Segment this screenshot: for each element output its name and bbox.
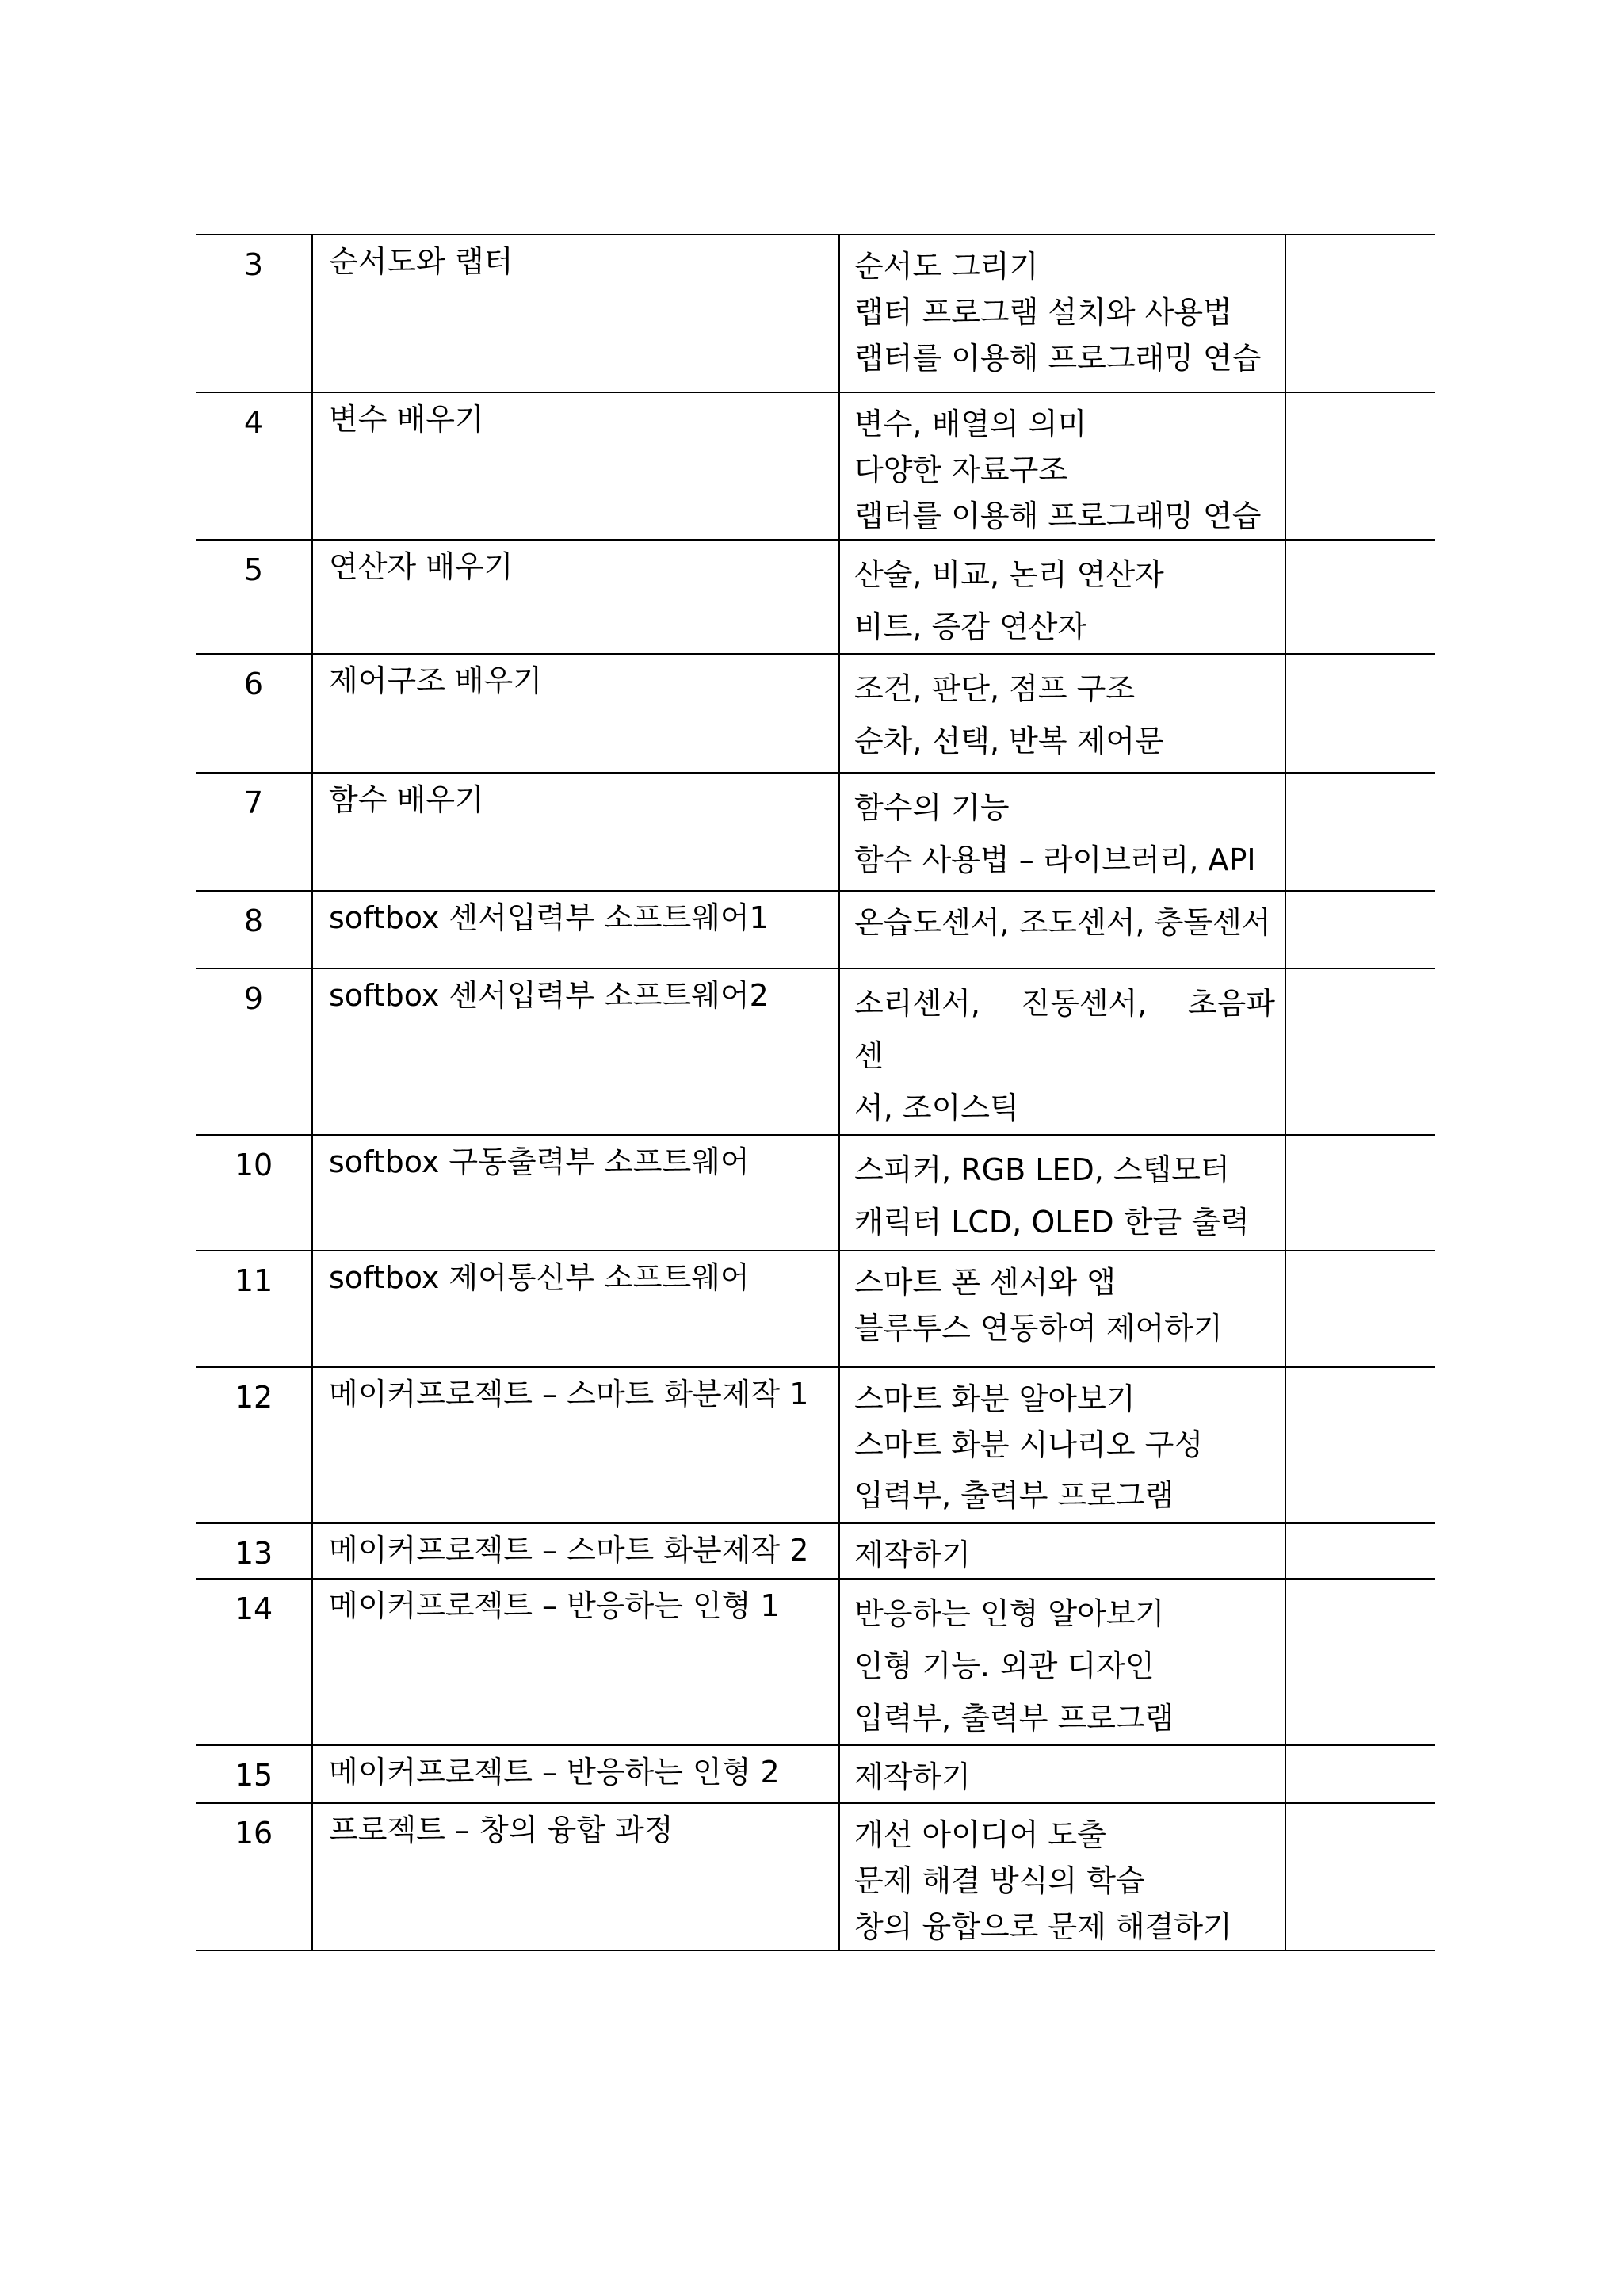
session-number: 15 xyxy=(196,1745,312,1803)
session-number: 12 xyxy=(196,1367,312,1523)
empty-cell xyxy=(1285,654,1435,773)
content-line: 문제 해결 방식의 학습 xyxy=(854,1863,1145,1898)
table-row xyxy=(196,1579,1435,1745)
content-line: 서, 조이스틱 xyxy=(854,1091,1019,1125)
content-line: 스마트 폰 센서와 앱 xyxy=(854,1265,1116,1300)
content-line: 스마트 화분 시나리오 구성 xyxy=(854,1427,1204,1462)
content-line: 비트, 증감 연산자 xyxy=(854,609,1087,644)
curriculum-table xyxy=(196,234,1435,1951)
empty-cell xyxy=(1285,1523,1435,1579)
content-line: 반응하는 인형 알아보기 xyxy=(854,1596,1165,1631)
content-line: 제작하기 xyxy=(854,1538,971,1572)
empty-cell xyxy=(1285,1745,1435,1803)
session-topic: 함수 배우기 xyxy=(312,773,839,891)
session-topic: 메이커프로젝트 – 반응하는 인형 2 xyxy=(312,1745,839,1803)
table-row xyxy=(196,968,1435,1135)
session-content xyxy=(839,1367,1285,1523)
table-row xyxy=(196,1745,1435,1803)
empty-cell xyxy=(1285,235,1435,392)
table-row xyxy=(196,1367,1435,1523)
content-line: 캐릭터 LCD, OLED 한글 출력 xyxy=(854,1205,1250,1240)
session-content xyxy=(839,891,1285,968)
content-line: 산술, 비교, 논리 연산자 xyxy=(854,557,1164,592)
content-line: 블루투스 연동하여 제어하기 xyxy=(854,1311,1223,1346)
table-row xyxy=(196,392,1435,540)
session-number: 6 xyxy=(196,654,312,773)
content-line: 인형 기능. 외관 디자인 xyxy=(854,1648,1155,1683)
session-content xyxy=(839,654,1285,773)
session-topic: 프로젝트 – 창의 융합 과정 xyxy=(312,1803,839,1950)
session-topic: softbox 제어통신부 소프트웨어 xyxy=(312,1251,839,1367)
content-line: 입력부, 출력부 프로그램 xyxy=(854,1701,1174,1736)
content-line: 조건, 판단, 점프 구조 xyxy=(854,671,1136,706)
session-topic: softbox 센서입력부 소프트웨어1 xyxy=(312,891,839,968)
empty-cell xyxy=(1285,540,1435,654)
session-topic: 연산자 배우기 xyxy=(312,540,839,654)
session-number: 5 xyxy=(196,540,312,654)
content-line: 랩터 프로그램 설치와 사용법 xyxy=(854,295,1232,330)
empty-cell xyxy=(1285,1579,1435,1745)
content-line: 창의 융합으로 문제 해결하기 xyxy=(854,1909,1232,1944)
table-row xyxy=(196,654,1435,773)
session-topic: 메이커프로젝트 – 스마트 화분제작 1 xyxy=(312,1367,839,1523)
session-content xyxy=(839,1135,1285,1251)
content-line: 랩터를 이용해 프로그래밍 연습 xyxy=(854,341,1262,376)
empty-cell xyxy=(1285,1367,1435,1523)
session-content xyxy=(839,773,1285,891)
table-row xyxy=(196,1251,1435,1367)
session-content xyxy=(839,1251,1285,1367)
table-row xyxy=(196,773,1435,891)
empty-cell xyxy=(1285,1135,1435,1251)
table-row xyxy=(196,540,1435,654)
content-line: 다양한 자료구조 xyxy=(854,453,1068,487)
curriculum-table-body xyxy=(196,235,1435,1950)
session-topic: softbox 센서입력부 소프트웨어2 xyxy=(312,968,839,1135)
empty-cell xyxy=(1285,392,1435,540)
session-number: 8 xyxy=(196,891,312,968)
content-line: 입력부, 출력부 프로그램 xyxy=(854,1478,1174,1513)
table-row xyxy=(196,1135,1435,1251)
session-topic: softbox 구동출력부 소프트웨어 xyxy=(312,1135,839,1251)
session-number: 11 xyxy=(196,1251,312,1367)
content-line: 제작하기 xyxy=(854,1759,971,1794)
session-number: 9 xyxy=(196,968,312,1135)
content-line: 함수의 기능 xyxy=(854,790,1010,825)
empty-cell xyxy=(1285,968,1435,1135)
session-number: 10 xyxy=(196,1135,312,1251)
empty-cell xyxy=(1285,1803,1435,1950)
content-line: 개선 아이디어 도출 xyxy=(854,1817,1106,1852)
empty-cell xyxy=(1285,891,1435,968)
content-line: 스마트 화분 알아보기 xyxy=(854,1381,1136,1416)
table-row xyxy=(196,235,1435,392)
session-content xyxy=(839,1803,1285,1950)
table-row xyxy=(196,891,1435,968)
session-number: 13 xyxy=(196,1523,312,1579)
session-topic: 순서도와 랩터 xyxy=(312,235,839,392)
session-number: 3 xyxy=(196,235,312,392)
content-line: 스피커, RGB LED, 스텝모터 xyxy=(854,1152,1230,1187)
session-content xyxy=(839,1523,1285,1579)
session-number: 16 xyxy=(196,1803,312,1950)
session-topic: 변수 배우기 xyxy=(312,392,839,540)
session-content xyxy=(839,1745,1285,1803)
session-content xyxy=(839,1579,1285,1745)
content-line: 소리센서, 진동센서, 초음파센 xyxy=(854,986,1275,1073)
session-number: 14 xyxy=(196,1579,312,1745)
session-content xyxy=(839,235,1285,392)
session-topic: 제어구조 배우기 xyxy=(312,654,839,773)
session-content xyxy=(839,540,1285,654)
content-line: 온습도센서, 조도센서, 충돌센서 xyxy=(854,905,1271,940)
content-line: 랩터를 이용해 프로그래밍 연습 xyxy=(854,499,1262,533)
session-number: 4 xyxy=(196,392,312,540)
table-row xyxy=(196,1803,1435,1950)
content-line: 순차, 선택, 반복 제어문 xyxy=(854,724,1164,758)
session-number: 7 xyxy=(196,773,312,891)
table-row xyxy=(196,1523,1435,1579)
content-line: 변수, 배열의 의미 xyxy=(854,407,1087,441)
session-content xyxy=(839,968,1285,1135)
session-topic: 메이커프로젝트 – 스마트 화분제작 2 xyxy=(312,1523,839,1579)
empty-cell xyxy=(1285,1251,1435,1367)
content-line: 순서도 그리기 xyxy=(854,249,1039,284)
content-line: 함수 사용법 – 라이브러리, API xyxy=(854,842,1256,877)
empty-cell xyxy=(1285,773,1435,891)
session-content xyxy=(839,392,1285,540)
session-topic: 메이커프로젝트 – 반응하는 인형 1 xyxy=(312,1579,839,1745)
